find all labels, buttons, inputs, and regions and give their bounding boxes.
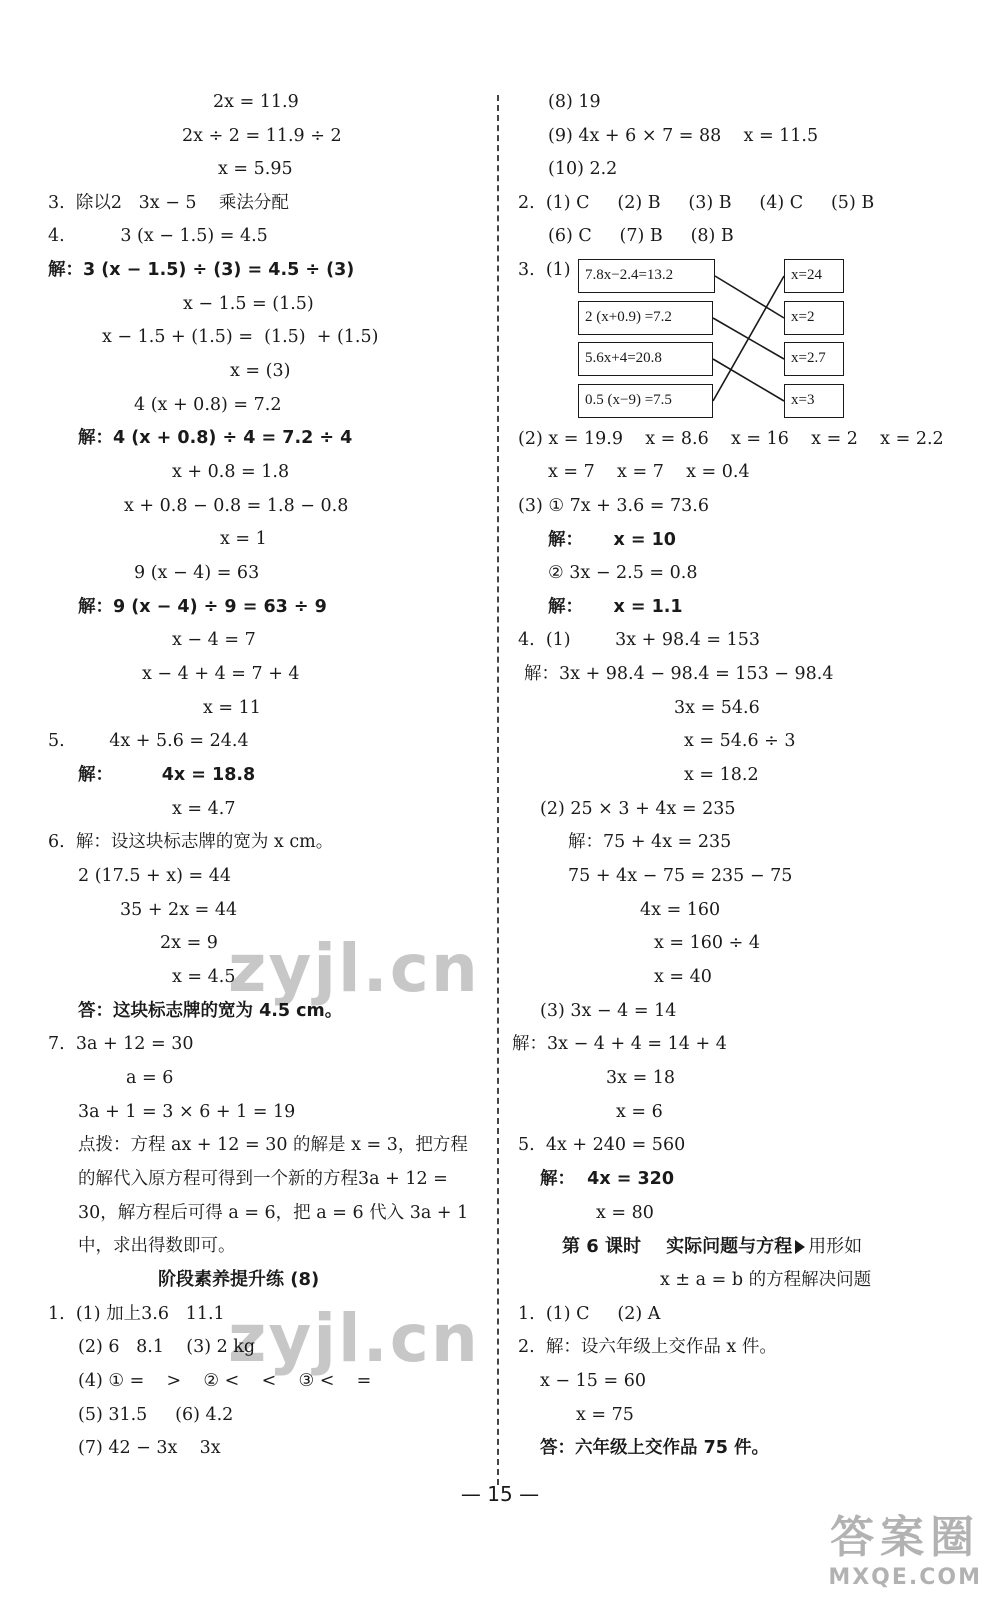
- text-line: 解：9 (x − 4) ÷ 9 = 63 ÷ 9: [78, 597, 327, 617]
- text-line: 3a + 1 = 3 × 6 + 1 = 19: [78, 1102, 296, 1122]
- text-line: 3. (1): [518, 260, 571, 280]
- text-line: x − 4 = 7: [172, 630, 256, 650]
- lesson-title-text: 第 6 课时 实际问题与方程: [562, 1236, 793, 1257]
- text-line: 答：六年级上交作品 75 件。: [540, 1438, 770, 1458]
- text-line: x − 4 + 4 = 7 + 4: [142, 664, 300, 684]
- text-line: x = 5.95: [218, 159, 293, 179]
- text-line: x = 4.7: [172, 799, 236, 819]
- text-line: 2x = 11.9: [213, 92, 299, 112]
- match-line: [713, 359, 784, 401]
- text-line: 2x = 9: [160, 933, 218, 953]
- equation-box: 7.8x−2.4=13.2: [578, 259, 715, 293]
- solution-box: x=3: [784, 384, 844, 418]
- text-line: 1. (1) 加上3.6 11.1: [48, 1304, 225, 1324]
- section-title: 阶段素养提升练 (8): [158, 1269, 320, 1290]
- text-line: x = 54.6 ÷ 3: [684, 731, 796, 751]
- text-line: a = 6: [126, 1068, 174, 1088]
- text-line: (7) 42 − 3x 3x: [78, 1438, 221, 1458]
- text-line: x = 80: [596, 1203, 654, 1223]
- text-line: 3x = 18: [606, 1068, 676, 1088]
- text-line: x − 1.5 + (1.5) = (1.5) + (1.5): [102, 327, 379, 347]
- text-line: (2) x = 19.9 x = 8.6 x = 16 x = 2 x = 2.2: [518, 429, 944, 449]
- text-line: x = 18.2: [684, 765, 759, 785]
- corner-logo-text: 答案圈: [830, 1512, 981, 1563]
- text-line: 9 (x − 4) = 63: [134, 563, 260, 583]
- match-line: [713, 276, 784, 401]
- corner-logo-url: MXQE.COM: [828, 1565, 982, 1590]
- text-line: 4. 3 (x − 1.5) = 4.5: [48, 226, 268, 246]
- text-line: 35 + 2x = 44: [120, 900, 238, 920]
- lesson-title: [562, 1235, 862, 1259]
- text-line: 5. 4x + 240 = 560: [518, 1135, 686, 1155]
- text-line: (8) 19: [548, 92, 601, 112]
- text-line: x = 7 x = 7 x = 0.4: [548, 462, 750, 482]
- text-line: 2x ÷ 2 = 11.9 ÷ 2: [182, 126, 342, 146]
- watermark: zyjl.cn: [228, 930, 480, 1007]
- text-line: 4x = 160: [640, 900, 721, 920]
- text-line: x = 160 ÷ 4: [654, 933, 760, 953]
- page-number: — 15 —: [460, 1482, 540, 1506]
- text-line: (6) C (7) B (8) B: [548, 226, 734, 246]
- text-line: x = 4.5: [172, 967, 236, 987]
- equation-box: 0.5 (x−9) =7.5: [578, 384, 713, 418]
- text-line: 答：这块标志牌的宽为 4.5 cm。: [78, 1001, 343, 1021]
- text-line: 中，求出得数即可。: [78, 1236, 236, 1256]
- text-line: ② 3x − 2.5 = 0.8: [548, 563, 698, 583]
- text-line: 解：4 (x + 0.8) ÷ 4 = 7.2 ÷ 4: [78, 428, 353, 448]
- text-line: x = 1: [220, 529, 267, 549]
- text-line: 解：75 + 4x = 235: [568, 832, 732, 852]
- text-line: x + 0.8 − 0.8 = 1.8 − 0.8: [124, 496, 349, 516]
- text-line: 30，解方程后可得 a = 6，把 a = 6 代入 3a + 1: [78, 1203, 469, 1223]
- text-line: (2) 25 × 3 + 4x = 235: [540, 799, 736, 819]
- text-line: (5) 31.5 (6) 4.2: [78, 1405, 234, 1425]
- text-line: (4) ① = > ② < < ③ < =: [78, 1371, 372, 1391]
- column-divider: [497, 95, 499, 1485]
- text-line: 1. (1) C (2) A: [518, 1304, 661, 1324]
- text-line: (10) 2.2: [548, 159, 618, 179]
- text-line: (9) 4x + 6 × 7 = 88 x = 11.5: [548, 126, 819, 146]
- text-line: 2 (17.5 + x) = 44: [78, 866, 232, 886]
- watermark: zyjl.cn: [228, 1300, 480, 1377]
- text-line: 4 (x + 0.8) = 7.2: [134, 395, 282, 415]
- text-line: 解： x = 1.1: [548, 597, 683, 617]
- text-line: x = 75: [576, 1405, 634, 1425]
- text-line: (3) ① 7x + 3.6 = 73.6: [518, 496, 709, 516]
- text-line: x = 6: [616, 1102, 663, 1122]
- text-line: (3) 3x − 4 = 14: [540, 1001, 677, 1021]
- lesson-subtitle: x ± a = b 的方程解决问题: [660, 1270, 872, 1290]
- text-line: 5. 4x + 5.6 = 24.4: [48, 731, 249, 751]
- text-line: 75 + 4x − 75 = 235 − 75: [568, 866, 793, 886]
- solution-box: x=2.7: [784, 342, 844, 376]
- text-line: x + 0.8 = 1.8: [172, 462, 290, 482]
- text-line: 解： x = 10: [548, 530, 676, 550]
- triangle-arrow-icon: [795, 1240, 805, 1254]
- text-line: x = 40: [654, 967, 712, 987]
- match-line: [713, 318, 784, 359]
- text-line: x − 15 = 60: [540, 1371, 646, 1391]
- equation-box: 2 (x+0.9) =7.2: [578, 301, 713, 335]
- text-line: (2) 6 8.1 (3) 2 kg: [78, 1337, 256, 1357]
- text-line: 3. 除以2 3x − 5 乘法分配: [48, 193, 289, 213]
- match-line: [715, 276, 784, 318]
- text-line: x − 1.5 = (1.5): [183, 294, 314, 314]
- text-line: 解： 4x = 320: [540, 1169, 675, 1189]
- text-line: 2. 解：设六年级上交作品 x 件。: [518, 1337, 777, 1357]
- solution-box: x=24: [784, 259, 844, 293]
- text-line: 4. (1) 3x + 98.4 = 153: [518, 630, 761, 650]
- text-line: 的解代入原方程可得到一个新的方程3a + 12 =: [78, 1169, 448, 1189]
- corner-logo: [828, 1501, 982, 1590]
- text-line: 解：3x + 98.4 − 98.4 = 153 − 98.4: [524, 664, 834, 684]
- text-line: 解：3 (x − 1.5) ÷ (3) = 4.5 ÷ (3): [48, 260, 355, 280]
- solution-box: x=2: [784, 301, 844, 335]
- text-line: 解：3x − 4 + 4 = 14 + 4: [512, 1034, 727, 1054]
- text-line: 6. 解：设这块标志牌的宽为 x cm。: [48, 832, 334, 852]
- text-line: 解： 4x = 18.8: [78, 765, 256, 785]
- lesson-title-suffix: 用形如: [808, 1236, 863, 1257]
- text-line: 3x = 54.6: [674, 698, 760, 718]
- text-line: x = (3): [230, 361, 291, 381]
- text-line: 点拨：方程 ax + 12 = 30 的解是 x = 3，把方程: [78, 1135, 468, 1155]
- text-line: 2. (1) C (2) B (3) B (4) C (5) B: [518, 193, 875, 213]
- text-line: x = 11: [203, 698, 261, 718]
- text-line: 7. 3a + 12 = 30: [48, 1034, 194, 1054]
- equation-box: 5.6x+4=20.8: [578, 342, 713, 376]
